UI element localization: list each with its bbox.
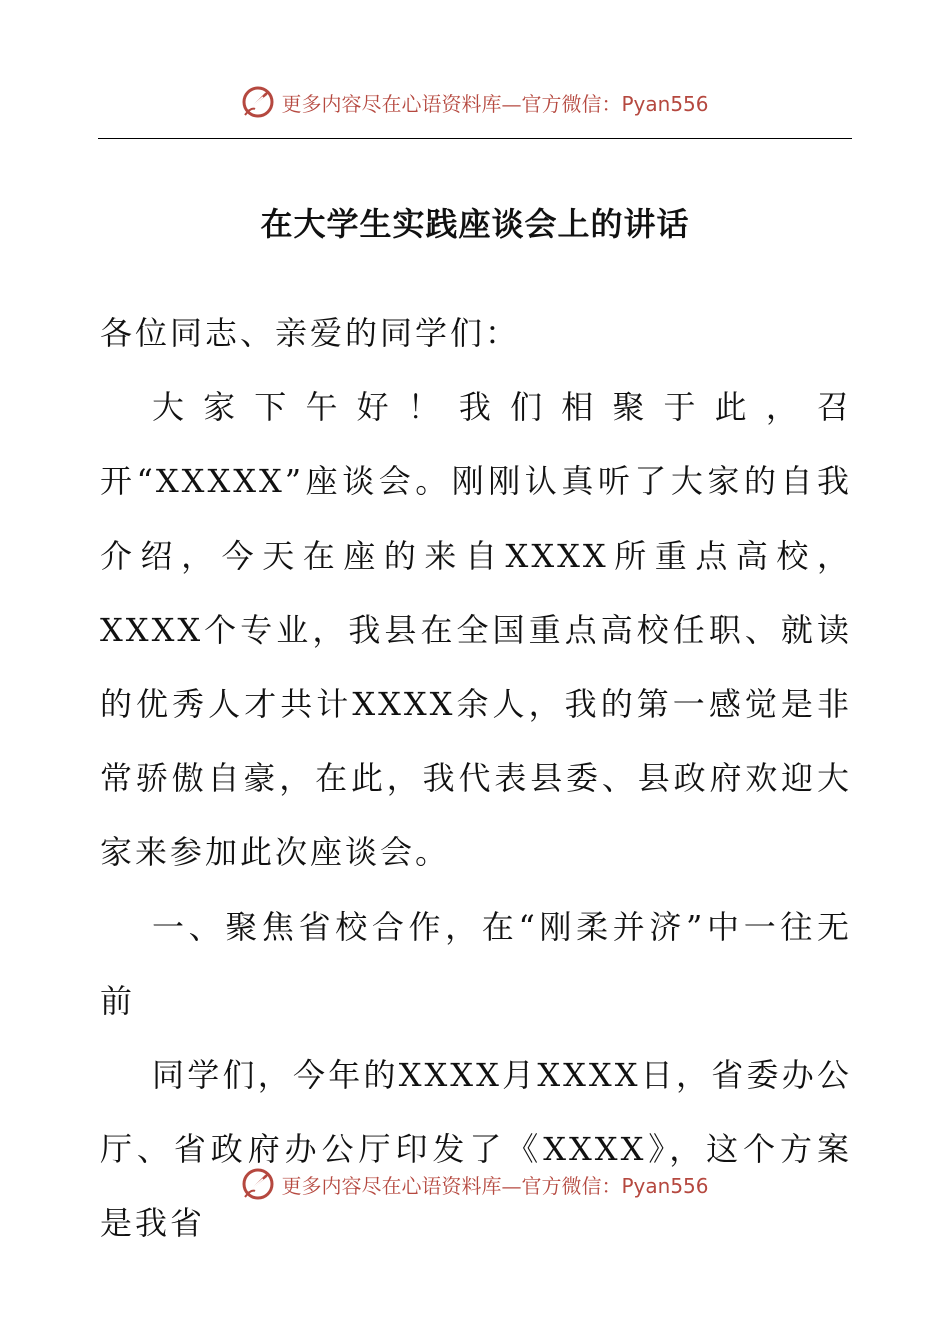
document-body (100, 296, 852, 1261)
section-heading: 一、聚焦省校合作，在“刚柔并济”中一往无前 (100, 907, 852, 1020)
watermark-wechat-id: Pyan556 (621, 1173, 709, 1198)
salutation: 各位同志、亲爱的同学们： (100, 314, 521, 352)
watermark-text: 更多内容尽在心语资料库—官方微信：Pyan556 (281, 1173, 709, 1198)
document-title: 在大学生实践座谈会上的讲话 (260, 205, 690, 243)
footer-watermark (0, 1164, 950, 1204)
header-divider (98, 138, 852, 139)
watermark-text: 更多内容尽在心语资料库—官方微信：Pyan556 (281, 91, 709, 116)
body-paragraph: 同学们，今年的XXXX月XXXX日，省委办公厅、省政府办公厅印发了《XXXX》，这个方案是我省 (100, 1056, 852, 1243)
header-watermark (0, 82, 950, 122)
watermark-wechat-id: Pyan556 (621, 91, 709, 116)
body-paragraph: 大家下午好！我们相聚于此，召开“XXXXX”座谈会。刚刚认真听了大家的自我介绍，今天在座的来自XXXX所重点高校，XXXX个专业，我县在全国重点高校任职、就读的优秀人才共计XXXX余人，我的第一感觉是非常骄傲自豪，在此，我代表县委、县政府欢迎大家来参加此次座谈会。 (100, 388, 852, 872)
quill-logo-icon (241, 85, 275, 119)
quill-logo-icon (241, 1167, 275, 1201)
